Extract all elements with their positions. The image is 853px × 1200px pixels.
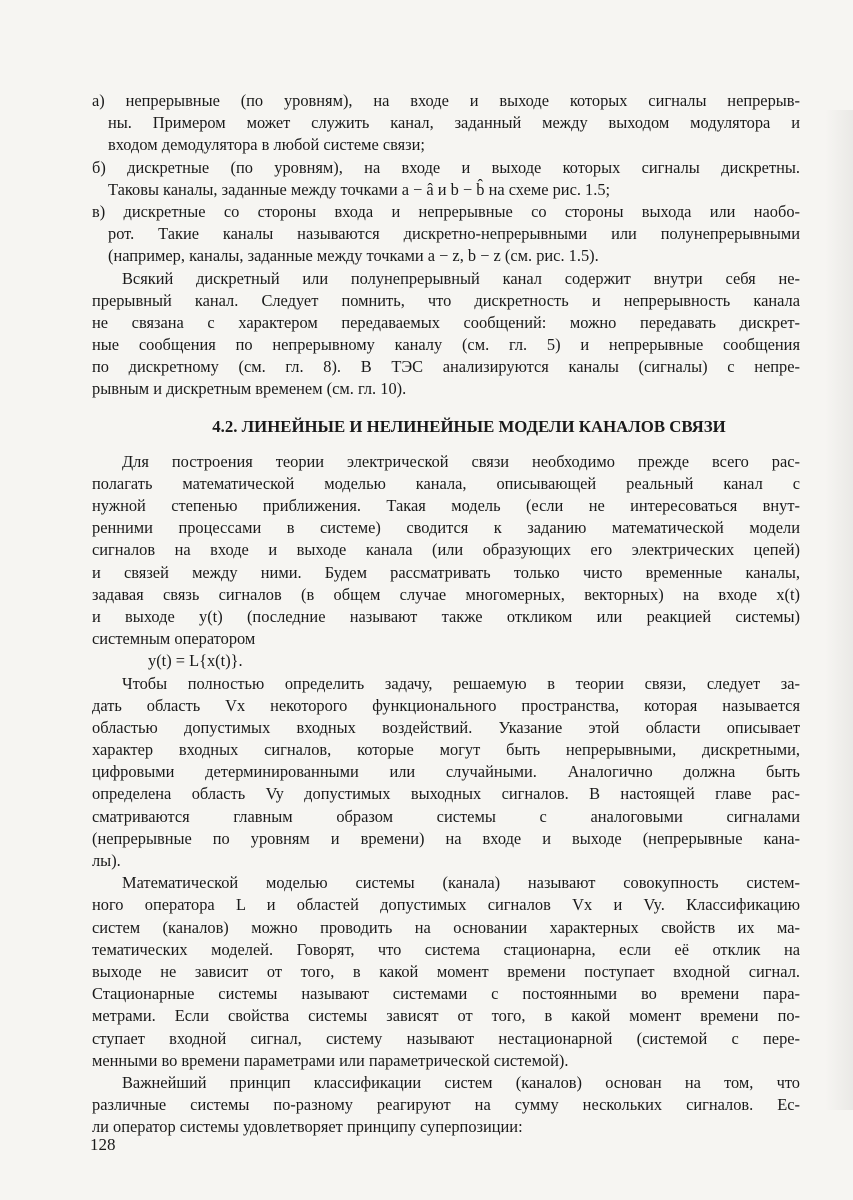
text-line: по дискретному (см. гл. 8). В ТЭС анализируются каналы (сигналы) с непре- [92,357,800,377]
text-line: Всякий дискретный или полунепрерывный канал содержит внутри себя не- [122,268,800,288]
text-line: сигналов на входе и выходе канала (или образующих его электрических цепей) [92,540,800,560]
text-line: Важнейший принцип классификации систем (каналов) основан на том, что [122,1072,800,1092]
text-line: характер входных сигналов, которые могут быть непрерывными, дискретными, [92,740,800,760]
text-line: (непрерывные по уровням и времени) на входе и выходе (непрерывные кана- [92,828,800,848]
text-line: цифровыми детерминированными или случайными. Аналогично должна быть [92,762,800,782]
text-line: ные сообщения по непрерывному каналу (см. гл. 5) и непрерывные сообщения [92,335,800,355]
text-line: б) дискретные (по уровням), на входе и выходе которых сигналы дискретны. [92,157,800,177]
text-line: рот. Такие каналы называются дискретно-непрерывными или полунепрерывными [108,224,800,244]
text-line: прерывный канал. Следует помнить, что дискретность и непрерывность канала [92,290,800,310]
text-line: а) непрерывные (по уровням), на входе и выходе которых сигналы непрерыв- [92,91,800,110]
text-line: полагать математической моделью канала, описывающей реальный канал с [92,473,800,493]
text-line: в) дискретные со стороны входа и непрерывные со стороны выхода или наобо- [92,201,800,221]
paragraph-block-intro [92,451,800,651]
text-line: ли оператор системы удовлетворяет принципу суперпозиции: [92,1117,523,1137]
section-heading: 4.2. ЛИНЕЙНЫЕ И НЕЛИНЕЙНЫЕ МОДЕЛИ КАНАЛОВ СВЯЗИ [212,416,726,436]
text-line: ны. Примером может служить канал, заданный между выходом модулятора и [108,113,800,133]
text-line: входом демодулятора в любой системе связи; [108,135,425,155]
text-line: лы). [92,851,121,870]
text-line: не связана с характером передаваемых сообщений: можно передавать дискрет- [92,312,800,332]
text-line: Для построения теории электрической связи необходимо прежде всего рас- [122,451,800,471]
page-number: 128 [90,1135,116,1154]
text-line: определена область Vy допустимых выходных сигналов. В настоящей главе рас- [92,784,800,804]
text-line: тематических моделей. Говорят, что система стационарна, если её отклик на [92,939,800,959]
text-line: дать область Vx некоторого функционального пространства, которая называется [92,695,800,715]
text-line: ступает входной сигнал, систему называют нестационарной (системой с пере- [92,1028,800,1048]
text-line: и выходе y(t) (последние называют также откликом или реакцией системы) [92,606,800,626]
formula: y(t) = L{x(t)}. [148,651,243,671]
scan-edge-shadow [825,110,853,1110]
text-line: системным оператором [92,629,256,649]
text-line: сматриваются главным образом системы с аналоговыми сигналами [92,806,800,826]
text-line: ренними процессами в системе) сводится к заданию математической модели [92,518,800,538]
text-line: метрами. Если свойства системы зависят от того, в какой момент времени по- [92,1006,800,1026]
text-line: Чтобы полностью определить задачу, решаемую в теории связи, следует за- [122,673,800,693]
text-line: различные системы по-разному реагируют на сумму нескольких сигналов. Ес- [92,1095,800,1115]
text-line: Таковы каналы, заданные между точками a − â и b − b̂ на схеме рис. 1.5; [108,179,611,199]
paragraph-block-list [92,90,800,401]
text-line: задавая связь сигналов (в общем случае многомерных, векторных) на входе x(t) [92,584,800,604]
text-line: Стационарные системы называют системами с постоянными во времени пара- [92,984,800,1004]
text-line: (например, каналы, заданные между точками a − z, b − z (см. рис. 1.5). [108,246,599,266]
text-line: Математической моделью системы (канала) называют совокупность систем- [122,873,800,893]
text-line: нужной степенью приближения. Такая модель (если не интересоваться внут- [92,496,800,515]
paragraph-block-body [92,673,800,1139]
text-line: систем (каналов) можно проводить на основании характерных свойств их ма- [92,917,800,937]
text-line: ного оператора L и областей допустимых сигналов Vx и Vy. Классификацию [92,895,800,915]
text-line: выходе не зависит от того, в какой момент времени поступает входной сигнал. [92,961,800,981]
text-line: рывным и дискретным временем (см. гл. 10). [92,379,407,399]
text-line: областью допустимых входных воздействий. Указание этой области описывает [92,717,800,737]
page-text [92,90,800,1138]
text-line: менными во времени параметрами или параметрической системой). [92,1050,569,1070]
text-line: и связей между ними. Будем рассматривать только чисто временные каналы, [92,562,800,582]
